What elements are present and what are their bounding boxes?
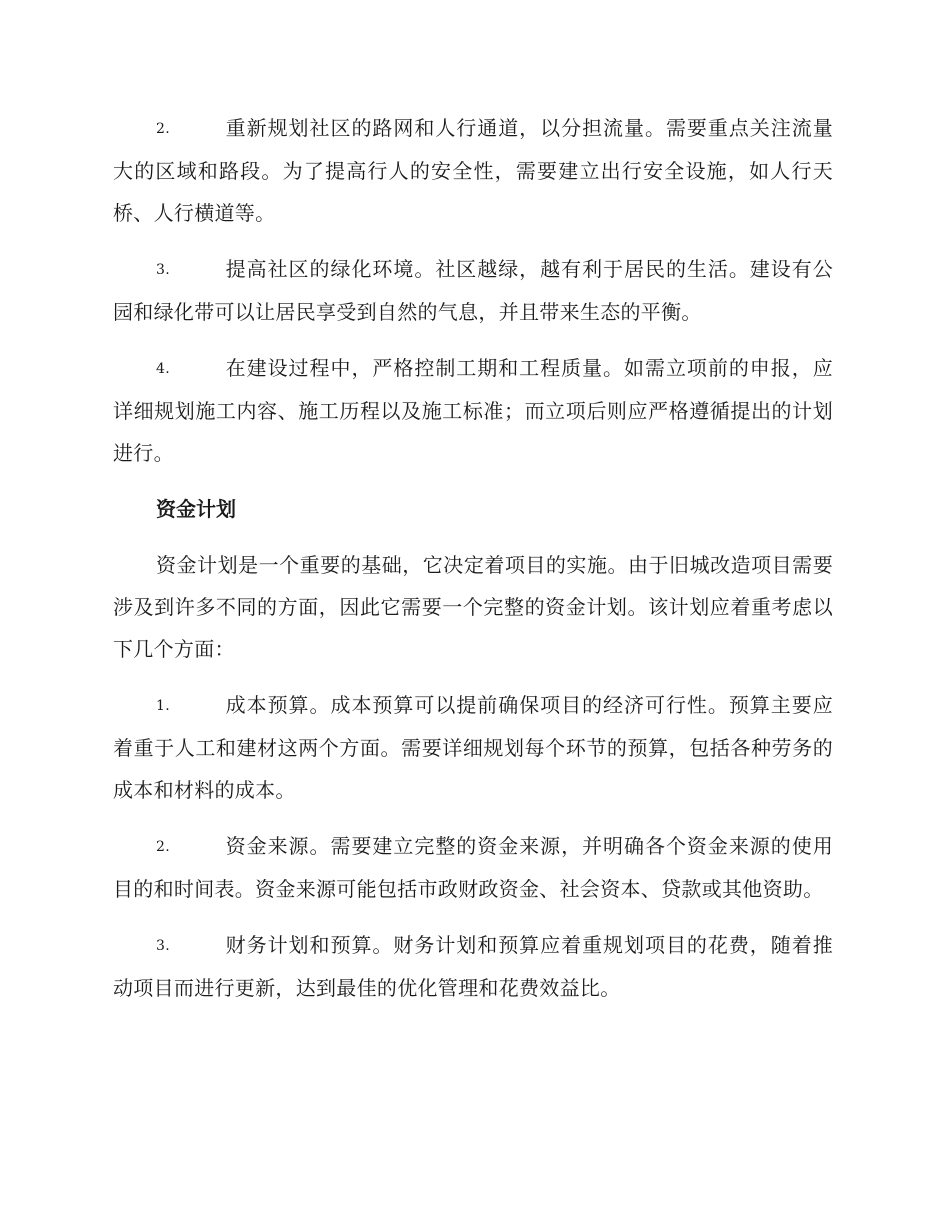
list-number: 4. (156, 361, 170, 377)
list-item (113, 825, 833, 910)
section-heading: 资金计划 (156, 497, 236, 521)
list-item (113, 248, 833, 333)
list-item (113, 684, 833, 811)
list-text: 在建设过程中，严格控制工期和工程质量。如需立项前的申报，应详细规划施工内容、施工历程以及施工标准；而立项后则应严格遵循提出的计划进行。 (113, 356, 833, 465)
list-number: 1. (156, 698, 170, 714)
list-text: 财务计划和预算。财务计划和预算应着重规划项目的花费，随着推动项目而进行更新，达到最佳的优化管理和花费效益比。 (113, 933, 833, 1000)
list-item (113, 107, 833, 234)
list-item (113, 347, 833, 474)
intro-paragraph: 资金计划是一个重要的基础，它决定着项目的实施。由于旧城改造项目需要涉及到许多不同的方面，因此它需要一个完整的资金计划。该计划应着重考虑以下几个方面： (113, 553, 833, 661)
document-page (113, 107, 833, 1023)
list-item (113, 924, 833, 1009)
list-number: 3. (156, 262, 170, 278)
list-text: 重新规划社区的路网和人行通道，以分担流量。需要重点关注流量大的区域和路段。为了提高行人的安全性，需要建立出行安全设施，如人行天桥、人行横道等。 (113, 116, 833, 225)
list-text: 成本预算。成本预算可以提前确保项目的经济可行性。预算主要应着重于人工和建材这两个方面。需要详细规划每个环节的预算，包括各种劳务的成本和材料的成本。 (113, 693, 833, 802)
list-text: 资金来源。需要建立完整的资金来源，并明确各个资金来源的使用目的和时间表。资金来源可能包括市政财政资金、社会资本、贷款或其他资助。 (113, 834, 833, 901)
list-number: 2. (156, 839, 170, 855)
list-text: 提高社区的绿化环境。社区越绿，越有利于居民的生活。建设有公园和绿化带可以让居民享受到自然的气息，并且带来生态的平衡。 (113, 257, 833, 324)
list-number: 2. (156, 121, 170, 137)
list-number: 3. (156, 938, 170, 954)
